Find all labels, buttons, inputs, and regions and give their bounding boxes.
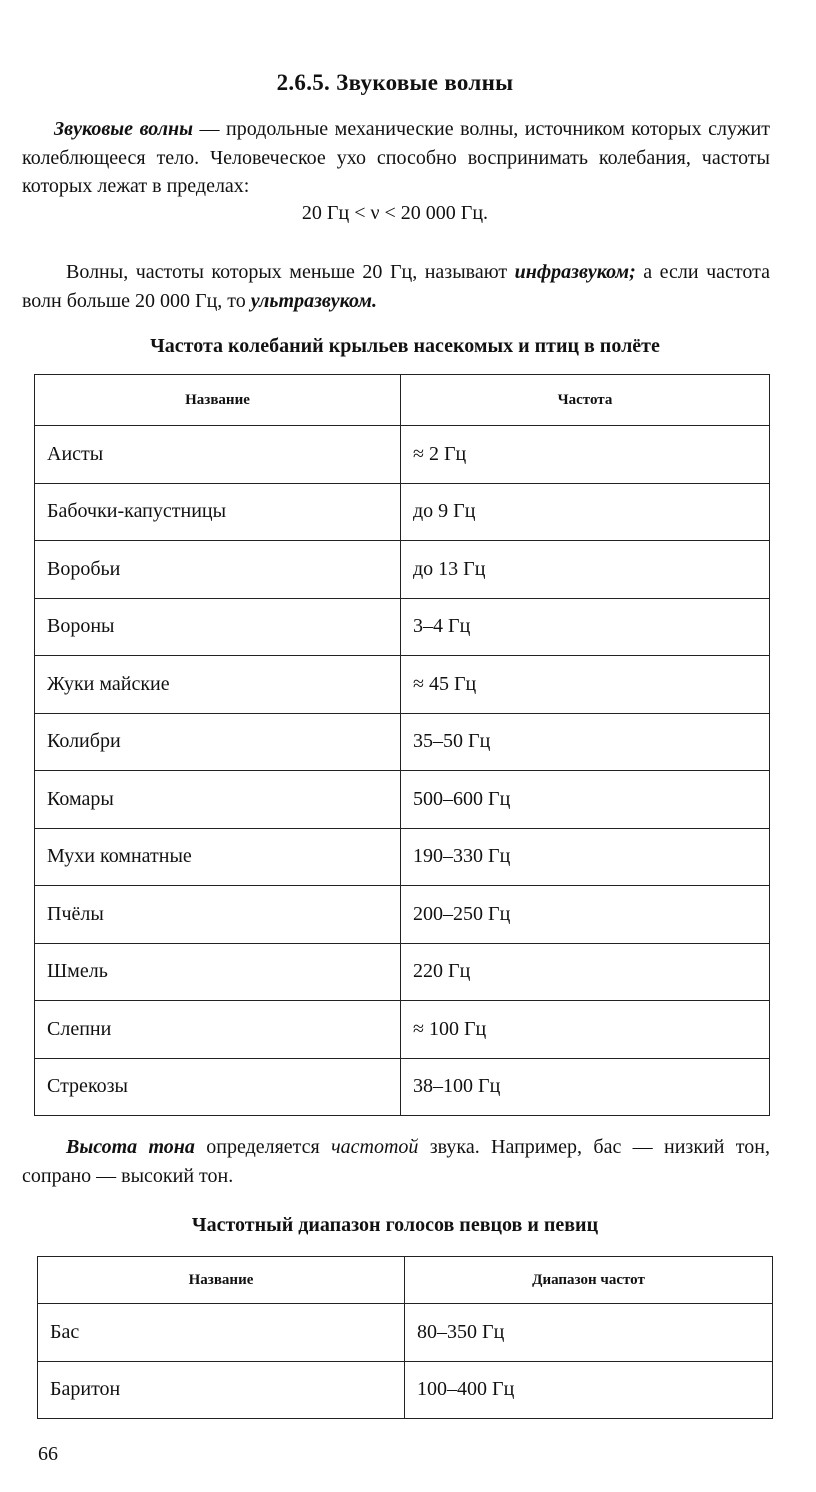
table-row — [35, 656, 770, 714]
name-cell: Баритон — [38, 1361, 405, 1419]
table-row — [35, 886, 770, 944]
value-cell: 500–600 Гц — [401, 771, 770, 829]
column-header-name: Название — [35, 375, 401, 426]
value-cell: 38–100 Гц — [401, 1058, 770, 1116]
table-row — [35, 1058, 770, 1116]
column-header-name: Название — [38, 1257, 405, 1304]
value-cell: 220 Гц — [401, 943, 770, 1001]
section-title: 2.6.5. Звуковые волны — [276, 70, 514, 95]
name-cell: Бас — [38, 1304, 405, 1362]
name-cell: Бабочки-капустницы — [35, 483, 401, 541]
table-row — [35, 1001, 770, 1059]
pitch-text-2: звука. Например, бас — низкий тон, сопрано — высокий тон. — [22, 1136, 770, 1187]
intro-text: — продольные механические волны, источником которых служит колеблющееся тело. Человеческое ухо способно воспринимать колебания, частоты которых лежат в пределах: — [22, 118, 770, 197]
column-header-range: Диапазон частот — [405, 1257, 773, 1304]
table-row — [35, 426, 770, 484]
name-cell: Вороны — [35, 598, 401, 656]
value-cell: до 9 Гц — [401, 483, 770, 541]
value-cell: до 13 Гц — [401, 541, 770, 599]
table-row — [35, 541, 770, 599]
frequency-term: частотой — [331, 1136, 419, 1158]
frequency-range-formula: 20 Гц < ν < 20 000 Гц. — [301, 202, 489, 224]
column-header-frequency: Частота — [401, 375, 770, 426]
infra-text-2: а если частота волн больше 20 000 Гц, то — [22, 261, 770, 312]
table-row — [35, 771, 770, 829]
name-cell: Слепни — [35, 1001, 401, 1059]
table-row — [35, 828, 770, 886]
table-row — [35, 943, 770, 1001]
wing-frequency-table — [34, 374, 770, 1116]
table-header-row — [35, 375, 770, 426]
page-number: 66 — [38, 1443, 58, 1465]
voice-range-table — [37, 1256, 773, 1419]
name-cell: Жуки майские — [35, 656, 401, 714]
value-cell: 190–330 Гц — [401, 828, 770, 886]
pitch-paragraph — [22, 1133, 770, 1190]
table-row — [38, 1361, 773, 1419]
value-cell: ≈ 2 Гц — [401, 426, 770, 484]
table-row — [35, 598, 770, 656]
infra-text-1: Волны, частоты которых меньше 20 Гц, называют — [66, 261, 515, 283]
value-cell: ≈ 45 Гц — [401, 656, 770, 714]
name-cell: Шмель — [35, 943, 401, 1001]
voice-range-table-title: Частотный диапазон голосов певцов и певиц — [191, 1214, 599, 1236]
intro-paragraph — [22, 115, 770, 201]
name-cell: Комары — [35, 771, 401, 829]
value-cell: 200–250 Гц — [401, 886, 770, 944]
intro-term: Звуковые волны — [54, 118, 193, 140]
value-cell: 35–50 Гц — [401, 713, 770, 771]
ultrasound-term: ультразвуком. — [250, 289, 377, 312]
value-cell: ≈ 100 Гц — [401, 1001, 770, 1059]
name-cell: Аисты — [35, 426, 401, 484]
pitch-text-1: определяется — [194, 1136, 332, 1158]
table-header-row — [38, 1257, 773, 1304]
infrasound-term: инфразвуком; — [514, 261, 636, 283]
value-cell: 100–400 Гц — [405, 1361, 773, 1419]
value-cell: 3–4 Гц — [401, 598, 770, 656]
name-cell: Мухи комнатные — [35, 828, 401, 886]
name-cell: Воробьи — [35, 541, 401, 599]
table-row — [35, 483, 770, 541]
wing-frequency-table-title: Частота колебаний крыльев насекомых и птиц в полёте — [150, 335, 660, 357]
name-cell: Стрекозы — [35, 1058, 401, 1116]
pitch-term: Высота тона — [66, 1136, 195, 1158]
infrasound-paragraph — [22, 258, 770, 315]
value-cell: 80–350 Гц — [405, 1304, 773, 1362]
table-row — [35, 713, 770, 771]
table-row — [38, 1304, 773, 1362]
name-cell: Колибри — [35, 713, 401, 771]
name-cell: Пчёлы — [35, 886, 401, 944]
